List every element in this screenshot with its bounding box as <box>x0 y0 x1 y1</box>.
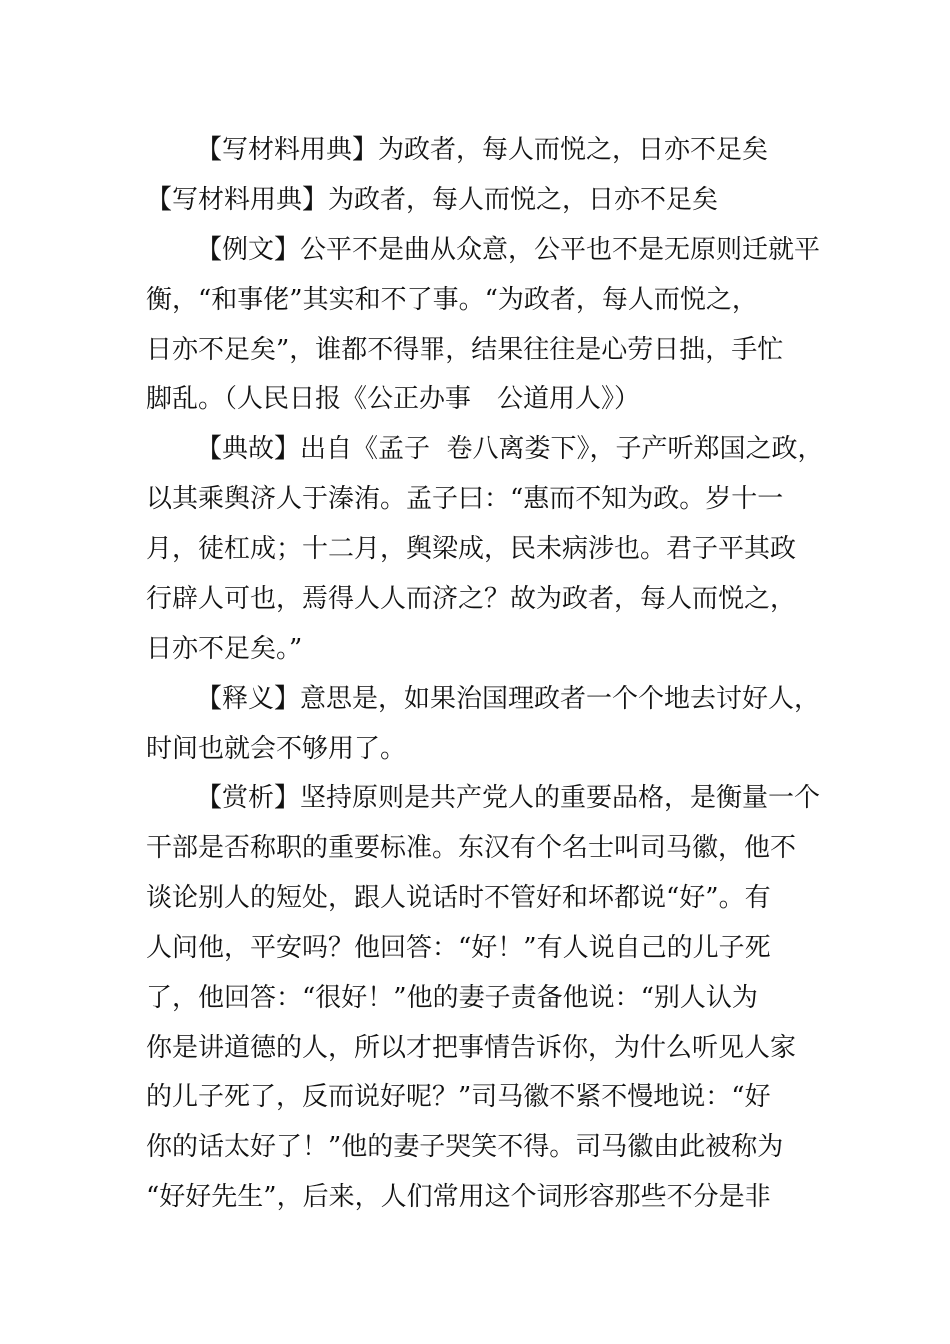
analysis-line-5: 了，他回答：“很好！”他的妻子责备他说：“别人认为 <box>146 983 758 1013</box>
allusion-line-4: 行辟人可也，焉得人人而济之？故为政者，每人而悦之， <box>146 584 797 614</box>
allusion-line-3: 月，徒杠成；十二月，舆梁成，民未病涉也。君子平其政 <box>146 534 797 564</box>
analysis-line-1: 【赏析】坚持原则是共产党人的重要品格，是衡量一个 <box>196 783 821 813</box>
analysis-line-6: 你是讲道德的人，所以才把事情告诉你，为什么听见人家 <box>146 1033 797 1063</box>
allusion-line-2: 以其乘舆济人于溱洧。孟子曰：“惠而不知为政。岁十一 <box>146 484 784 514</box>
allusion-line-1: 【典故】出自《孟子 卷八离娄下》，子产听郑国之政， <box>196 434 824 464</box>
document-subtitle: 【写材料用典】为政者，每人而悦之，日亦不足矣 <box>146 185 719 215</box>
example-line-4: 脚乱。（人民日报《公正办事 公道用人》） <box>146 384 641 414</box>
meaning-line-1: 【释义】意思是，如果治国理政者一个个地去讨好人， <box>196 684 821 714</box>
allusion-line-5: 日亦不足矣。” <box>146 634 303 664</box>
document-title: 【写材料用典】为政者，每人而悦之，日亦不足矣 <box>196 135 769 165</box>
analysis-line-2: 干部是否称职的重要标准。东汉有个名士叫司马徽，他不 <box>146 833 797 863</box>
analysis-line-8: 你的话太好了！”他的妻子哭笑不得。司马徽由此被称为 <box>146 1132 784 1162</box>
example-line-3: 日亦不足矣”，谁都不得罪，结果往往是心劳日拙，手忙 <box>146 335 784 365</box>
meaning-line-2: 时间也就会不够用了。 <box>146 734 407 764</box>
analysis-line-7: 的儿子死了，反而说好呢？”司马徽不紧不慢地说：“好 <box>146 1082 771 1112</box>
example-line-1: 【例文】公平不是曲从众意，公平也不是无原则迁就平 <box>196 235 821 265</box>
analysis-line-3: 谈论别人的短处，跟人说话时不管好和坏都说“好”。有 <box>146 883 771 913</box>
analysis-line-9: “好好先生”，后来，人们常用这个词形容那些不分是非 <box>146 1182 771 1212</box>
analysis-line-4: 人问他，平安吗？他回答：“好！”有人说自己的儿子死 <box>146 933 771 963</box>
example-line-2: 衡，“和事佬”其实和不了事。“为政者，每人而悦之， <box>146 285 758 315</box>
